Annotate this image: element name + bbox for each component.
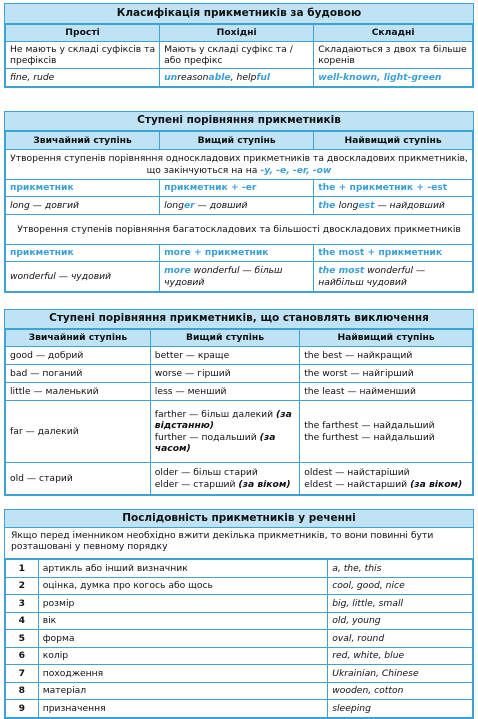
- good-comparative: better — краще: [150, 347, 299, 365]
- order-number: 3: [6, 595, 39, 613]
- formula1-comparative: прикметник + -er: [160, 180, 314, 197]
- order-number: 8: [6, 682, 39, 700]
- table-row: [6, 647, 473, 665]
- order-number: 5: [6, 630, 39, 648]
- classification-title: Класифікація прикметників за будовою: [5, 4, 473, 24]
- old-comparative: older — більш старий elder — старший (за віком): [150, 463, 299, 495]
- header-comparative: Вищий ступінь: [160, 132, 314, 150]
- order-examples: cool, good, nice: [328, 577, 473, 595]
- example-simple: fine, rude: [6, 69, 160, 87]
- order-examples: oval, round: [328, 630, 473, 648]
- order-category: розмір: [38, 595, 328, 613]
- irregular-card: [4, 309, 474, 496]
- table-row: [6, 630, 473, 648]
- table-row: [6, 401, 473, 463]
- table-row: [6, 365, 473, 383]
- irregular-header-positive: Звичайний ступінь: [6, 330, 151, 347]
- header-derived: Похідні: [160, 25, 314, 42]
- header-positive: Звичайний ступінь: [6, 132, 160, 150]
- order-intro: Якщо перед іменником необхідно вжити декілька прикметників, то вони повинні бути розташовані у певному порядку: [5, 528, 473, 559]
- irregular-header-comparative: Вищий ступінь: [150, 330, 299, 347]
- note-long-adjectives: Утворення ступенів порівняння багатоскладових та більшості двоскладових прикметників: [6, 215, 473, 245]
- order-examples: wooden, cotton: [328, 682, 473, 700]
- order-category: артикль або інший визначник: [38, 560, 328, 578]
- little-comparative: less — менший: [150, 383, 299, 401]
- order-category: оцінка, думка про когось або щось: [38, 577, 328, 595]
- desc-compound: Складаються з двох та більше коренів: [314, 42, 473, 69]
- table-row: [6, 560, 473, 578]
- comparison-title: Ступені порівняння прикметників: [5, 112, 473, 131]
- formula2-positive: прикметник: [6, 245, 160, 262]
- header-superlative: Найвищий ступінь: [314, 132, 473, 150]
- old-superlative: oldest — найстаріший eldest — найстарший (за віком): [300, 463, 473, 495]
- table-row: [6, 347, 473, 365]
- table-row: [6, 665, 473, 683]
- formula2-superlative: the most + прикметник: [314, 245, 473, 262]
- bad-superlative: the worst — найгірший: [300, 365, 473, 383]
- classification-table: [5, 24, 473, 87]
- table-row: [6, 383, 473, 401]
- order-number: 6: [6, 647, 39, 665]
- desc-simple: Не мають у складі суфіксів та префіксів: [6, 42, 160, 69]
- irregular-title: Ступені порівняння прикметників, що становлять виключення: [5, 310, 473, 329]
- table-row: [6, 595, 473, 613]
- example2-superlative: the most wonderful — найбільш чудовий: [314, 262, 473, 292]
- table-row: [6, 577, 473, 595]
- example2-comparative: more wonderful — більш чудовий: [160, 262, 314, 292]
- example1-superlative: the longest — найдовший: [314, 197, 473, 215]
- note-short-adjectives: Утворення ступенів порівняння односкладових прикметників та двоскладових прикметників, що закінчуються на на -y, -e, -er, -ow: [6, 150, 473, 180]
- order-category: походження: [38, 665, 328, 683]
- irregular-table: [5, 329, 473, 495]
- far-superlative: the farthest — найдальший the furthest — найдальший: [300, 401, 473, 463]
- order-category: форма: [38, 630, 328, 648]
- little-positive: little — маленький: [6, 383, 151, 401]
- table-row: [6, 700, 473, 718]
- example1-positive: long — довгий: [6, 197, 160, 215]
- order-category: матеріал: [38, 682, 328, 700]
- order-category: вік: [38, 612, 328, 630]
- table-row: [6, 463, 473, 495]
- header-simple: Прості: [6, 25, 160, 42]
- order-examples: sleeping: [328, 700, 473, 718]
- example-compound: well-known, light-green: [314, 69, 473, 87]
- table-row: [6, 682, 473, 700]
- order-number: 1: [6, 560, 39, 578]
- order-examples: a, the, this: [328, 560, 473, 578]
- example-derived: unreasonable, helpful: [160, 69, 314, 87]
- header-compound: Складні: [314, 25, 473, 42]
- formula1-positive: прикметник: [6, 180, 160, 197]
- table-row: [6, 612, 473, 630]
- order-examples: old, young: [328, 612, 473, 630]
- order-number: 4: [6, 612, 39, 630]
- classification-card: [4, 3, 474, 88]
- order-category: колір: [38, 647, 328, 665]
- comparison-table: [5, 131, 473, 292]
- formula2-comparative: more + прикметник: [160, 245, 314, 262]
- comparison-card: [4, 111, 474, 293]
- order-title: Послідовність прикметників у реченні: [5, 510, 473, 528]
- order-examples: big, little, small: [328, 595, 473, 613]
- order-examples: red, white, blue: [328, 647, 473, 665]
- order-number: 2: [6, 577, 39, 595]
- desc-derived: Мають у складі суфікс та /або префікс: [160, 42, 314, 69]
- example2-positive: wonderful — чудовий: [6, 262, 160, 292]
- order-examples: Ukrainian, Chinese: [328, 665, 473, 683]
- formula1-superlative: the + прикметник + -est: [314, 180, 473, 197]
- far-comparative: farther — більш далекий (за відстанню) further — подальший (за часом): [150, 401, 299, 463]
- example1-comparative: longer — довший: [160, 197, 314, 215]
- good-positive: good — добрий: [6, 347, 151, 365]
- order-card: [4, 509, 474, 719]
- good-superlative: the best — найкращий: [300, 347, 473, 365]
- order-number: 9: [6, 700, 39, 718]
- order-table: [5, 559, 473, 718]
- little-superlative: the least — найменший: [300, 383, 473, 401]
- old-positive: old — старий: [6, 463, 151, 495]
- far-positive: far — далекий: [6, 401, 151, 463]
- order-number: 7: [6, 665, 39, 683]
- order-category: призначення: [38, 700, 328, 718]
- irregular-header-superlative: Найвищий ступінь: [300, 330, 473, 347]
- bad-comparative: worse — гірший: [150, 365, 299, 383]
- bad-positive: bad — поганий: [6, 365, 151, 383]
